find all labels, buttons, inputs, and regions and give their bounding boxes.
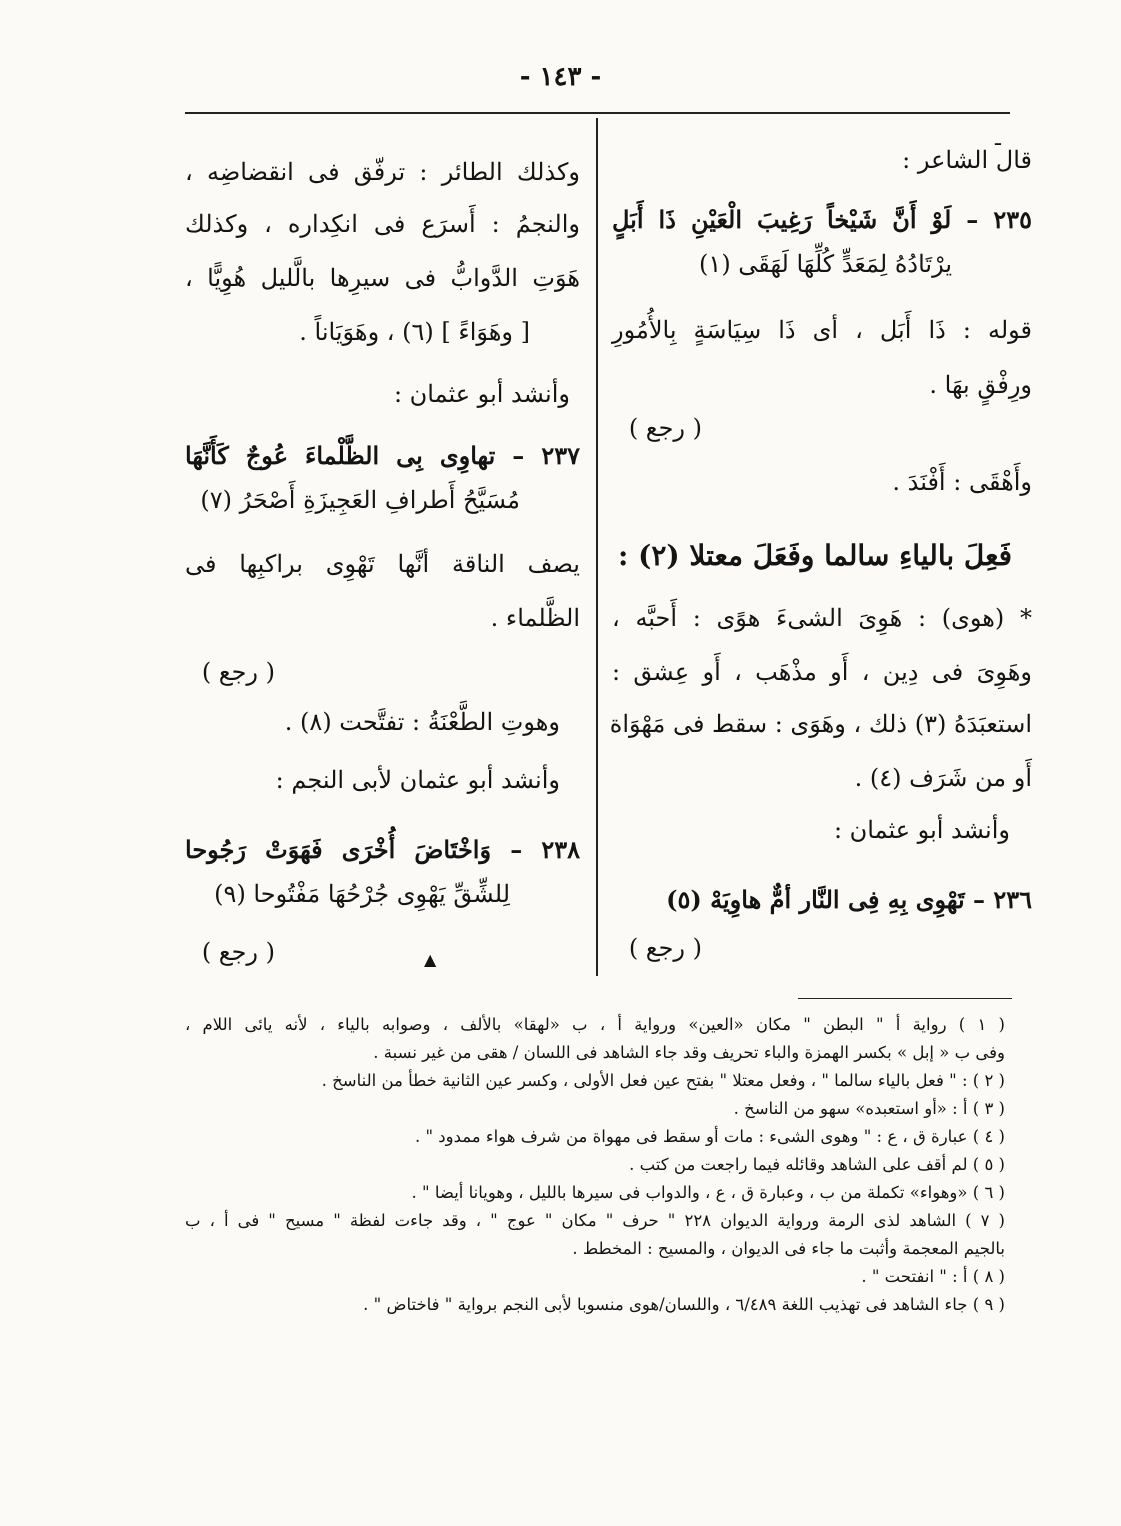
- return-marker: ( رجع ): [628, 934, 702, 962]
- footnote: ( ٦ ) «وهواء» تكملة من ب ، وعبارة ق ، ع ، والدواب فى سيرها بالليل ، وهويانا أيضا " .: [411, 1183, 1005, 1202]
- footnote: ( ٨ ) أ : " انفتحت " .: [861, 1267, 1005, 1286]
- text-line: استعبَدَهُ (٣) ذلك ، وهَوَى : سقط فى مَهْوَاة: [609, 710, 1032, 738]
- text-line: هَوَتِ الدَّوابُّ فى سيرِها بالَّليل هُوِيًّا ،: [185, 264, 580, 292]
- footnote-rule: [798, 998, 1012, 999]
- text-line: [ وهَوَاءً ] (٦) ، وهَوَيَاناً .: [299, 318, 530, 346]
- return-marker: ( رجع ): [201, 938, 275, 966]
- header-rule: [185, 112, 1010, 114]
- section-heading: فَعِلَ بالياءِ سالما وفَعَلَ معتلا (٢) :: [617, 539, 1012, 572]
- verse-line: ٢٣٧ – تهاوِى بِى الظَّلْماءَ عُوجٌ كَأَنَّهَا: [185, 441, 580, 470]
- ornament-icon: ▲: [424, 950, 437, 969]
- verse-line: ٢٣٥ – لَوْ أَنَّ شَيْخاً رَغِيبَ الْعَيْنِ ذَا أَبَلٍ: [612, 205, 1032, 234]
- footnote: وفى ب « إبل » بكسر الهمزة والباء تحريف وقد جاء الشاهد فى اللسان / هقى من غير نسبة .: [373, 1043, 1005, 1062]
- text-line: قال الشاعر :: [902, 146, 1032, 174]
- footnote: ( ٥ ) لم أقف على الشاهد وقائله فيما راجعت من كتب .: [629, 1155, 1005, 1174]
- footnote: ( ٩ ) جاء الشاهد فى تهذيب اللغة ٦/٤٨٩ ، واللسان/هوى منسوبا لأبى النجم برواية " فاختاض " .: [363, 1295, 1005, 1314]
- text-line: وأَهْقَى : أَفْنَدَ .: [892, 468, 1032, 496]
- page-number: - ١٤٣ -: [519, 62, 602, 92]
- text-line: الظَّلماء .: [490, 604, 580, 632]
- text-line: قوله : ذَا أَبَل ، أى ذَا سِيَاسَةٍ بِالأُمُورِ: [612, 316, 1032, 344]
- text-line: والنجمُ : أَسرَع فى انكِداره ، وكذلك: [185, 210, 580, 238]
- verse-line: يرْتَادُهُ لِمَعَدٍّ كُلِّهَا لَهَقَى (١): [699, 250, 952, 278]
- text-line: وهَوِىَ فى دِين ، أَو مذْهَب ، أَو عِشق :: [612, 658, 1032, 686]
- return-marker: ( رجع ): [628, 414, 702, 442]
- footnote: ( ٢ ) : " فعل بالياء سالما " ، وفعل معتلا " بفتح عين فعل الأولى ، وكسر عين الثانية خطأ من الناسخ .: [321, 1071, 1005, 1090]
- verse-line: مُسَيَّحُ أَطرافِ العَجِيزَةِ أَصْحَرُ (٧): [200, 486, 520, 514]
- text-line: ورِفْقٍ بهَا .: [929, 371, 1032, 399]
- text-line: وهوتِ الطَّعْنَةُ : تفتَّحت (٨) .: [284, 708, 560, 736]
- text-line: يصف الناقة أنَّها تَهْوِى براكبِها فى: [185, 550, 580, 578]
- footnote: ( ١ ) رواية أ " البطن " مكان «العين» ورواية أ ، ب «لهقا» بالألف ، وصوابه بالياء ، لأنه يائى اللام ،: [185, 1015, 1005, 1034]
- footnote: ( ٤ ) عبارة ق ، ع : " وهوى الشىء : مات أو سقط فى مهواة من شرف هواء ممدود " .: [414, 1127, 1005, 1146]
- footnote: ( ٣ ) أ : «أو استعبده» سهو من الناسخ .: [733, 1099, 1005, 1118]
- text-line: أَو من شَرَف (٤) .: [854, 764, 1032, 792]
- text-line: وأنشد أبو عثمان لأبى النجم :: [275, 766, 560, 794]
- verse-line: ٢٣٨ – وَاخْتَاضَ أُخْرَى فَهَوَتْ رَجُوحا: [185, 835, 580, 864]
- footnote: ( ٧ ) الشاهد لذى الرمة ورواية الديوان ٢٢٨ " حرف " مكان " عوج " ، وقد جاءت لفظة " مسيح " فى أ ، ب: [185, 1211, 1005, 1230]
- text-line: وكذلك الطائر : ترفّق فى انقضاضِه ،: [185, 158, 580, 186]
- return-marker: ( رجع ): [201, 658, 275, 686]
- text-line: * (هوى) : هَوِىَ الشىءَ هوًى : أَحبَّه ،: [612, 604, 1032, 632]
- footnote: بالجيم المعجمة وأثبت ما جاء فى الديوان ، والمسيح : المخطط .: [572, 1239, 1005, 1258]
- text-line: وأنشد أبو عثمان :: [393, 380, 570, 408]
- column-divider: [596, 118, 598, 976]
- verse-line: ٢٣٦ – تَهْوِى بِهِ فِى النَّار أمٌّ هاوِيَهْ (٥): [666, 885, 1032, 914]
- header-mark: ـ: [995, 126, 1001, 150]
- text-line: وأنشد أبو عثمان :: [833, 816, 1010, 844]
- verse-line: لِلشِّقِّ يَهْوِى جُرْحُهَا مَفْتُوحا (٩): [214, 880, 510, 908]
